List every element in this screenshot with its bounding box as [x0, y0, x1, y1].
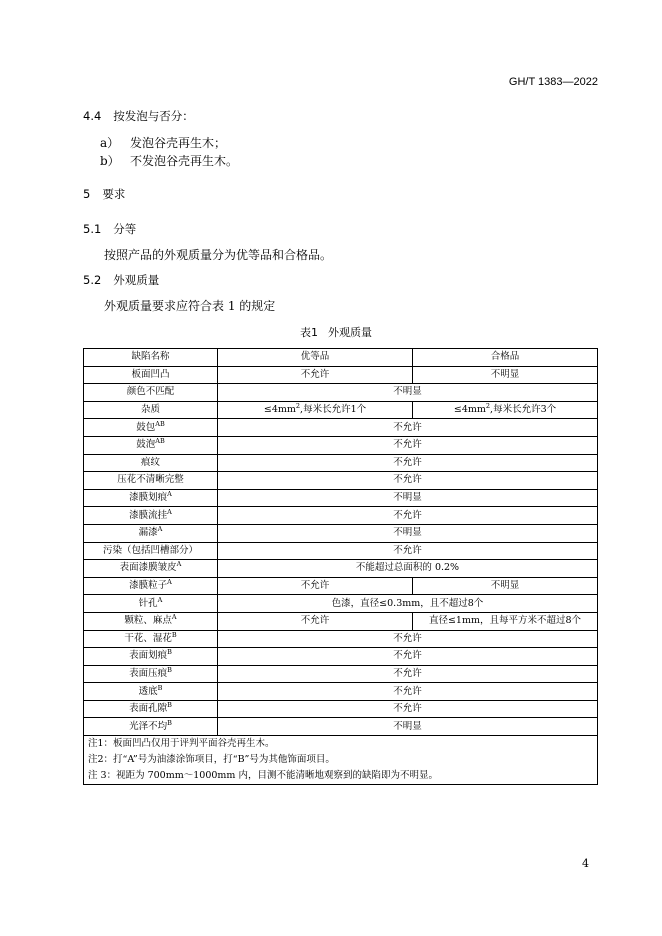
table-row	[84, 577, 598, 595]
defect-marker: B	[157, 683, 163, 692]
section-number: 4.4	[83, 109, 102, 123]
requirement-cell: 不允许	[218, 683, 598, 701]
defect-name-cell	[84, 454, 218, 472]
table-caption	[300, 324, 372, 340]
defect-marker: A	[171, 613, 177, 622]
defect-name-cell	[84, 524, 218, 542]
defect-marker: AB	[155, 419, 165, 428]
list-text: 发泡谷壳再生木；	[130, 136, 227, 150]
requirement-cell: 不允许	[218, 472, 598, 490]
table-row	[84, 683, 598, 701]
requirement-cell: 不允许	[218, 648, 598, 666]
table-row	[84, 507, 598, 525]
table-note: 注2：打“A”号为油漆涂饰项目，打“B”号为其他饰面项目。	[84, 752, 598, 768]
section-number: 5.1	[83, 222, 102, 236]
section-title: 按发泡与否分：	[113, 109, 194, 123]
section-5-2-heading	[83, 272, 159, 288]
section-title: 外观质量	[113, 273, 160, 287]
table-row	[84, 630, 598, 648]
defect-name-cell	[84, 595, 218, 613]
requirement-cell: 不允许	[218, 454, 598, 472]
defect-name-cell	[84, 630, 218, 648]
section-5-1-heading	[83, 221, 136, 237]
defect-name: 漏漆	[138, 527, 158, 539]
defect-name-cell	[84, 489, 218, 507]
table-header-row	[84, 349, 598, 367]
requirement-cell: 不允许	[218, 630, 598, 648]
requirement-cell: 不允许	[218, 542, 598, 560]
requirement-cell: 不允许	[218, 419, 598, 437]
defect-name: 痕纹	[140, 456, 160, 468]
list-item	[100, 152, 238, 169]
defect-name-cell	[84, 718, 218, 736]
table-row	[84, 718, 598, 736]
table-row	[84, 524, 598, 542]
table-row	[84, 401, 598, 419]
list-item	[100, 134, 226, 151]
list-text: 不发泡谷壳再生木。	[130, 154, 239, 168]
section-title: 要求	[102, 187, 126, 201]
defect-name: 鼓泡	[136, 439, 156, 451]
section-5-heading	[83, 186, 125, 202]
requirement-cell: 不允许	[218, 700, 598, 718]
defect-name: 表面划痕	[129, 650, 168, 662]
table-row	[84, 436, 598, 454]
defect-name-cell	[84, 436, 218, 454]
requirement-cell: 不能超过总面积的 0.2%	[218, 560, 598, 578]
table-note-row	[84, 736, 598, 753]
defect-name: 干花、湿花	[124, 632, 172, 644]
defect-name-cell	[84, 401, 218, 419]
requirement-cell: 不允许	[218, 436, 598, 454]
table-row	[84, 384, 598, 402]
defect-name-cell	[84, 366, 218, 384]
defect-name: 表面孔隙	[129, 703, 168, 715]
requirement-cell: 色漆，直径≤0.3mm，且不超过8个	[218, 595, 598, 613]
defect-name: 漆膜粒子	[129, 580, 168, 592]
table-row	[84, 366, 598, 384]
table-note-row	[84, 768, 598, 785]
defect-name: 针孔	[138, 597, 158, 609]
table-caption-title: 外观质量	[328, 326, 372, 339]
standard-code-header: GH/T 1383—2022	[508, 76, 598, 88]
appearance-quality-table	[83, 348, 598, 785]
column-header: 合格品	[413, 349, 598, 367]
table-row	[84, 665, 598, 683]
defect-marker: A	[157, 595, 163, 604]
defect-marker: B	[167, 718, 172, 727]
requirement-cell: 不允许	[218, 577, 413, 595]
defect-marker: A	[167, 578, 172, 587]
table-row	[84, 454, 598, 472]
requirement-cell: $\le 4mm^2$,每米长允许1个	[218, 401, 413, 419]
table-row	[84, 595, 598, 613]
defect-name: 颗粒、麻点	[124, 615, 172, 627]
defect-name: 漆膜流挂	[129, 509, 168, 521]
requirement-cell: 不明显	[218, 384, 598, 402]
defect-name-cell	[84, 648, 218, 666]
defect-name: 表面漆膜皱皮	[119, 562, 177, 574]
defect-name-cell	[84, 612, 218, 630]
defect-name-cell	[84, 507, 218, 525]
section-number: 5	[83, 187, 91, 201]
table-row	[84, 560, 598, 578]
defect-name-cell	[84, 472, 218, 490]
defect-name-cell	[84, 700, 218, 718]
requirement-cell: 不允许	[218, 665, 598, 683]
table-note: 注1：板面凹凸仅用于评判平面谷壳再生木。	[84, 736, 598, 753]
table-note: 注 3：视距为 700mm～1000mm 内，目测不能清晰地观察到的缺陷即为不明显。	[84, 768, 598, 785]
table-row	[84, 700, 598, 718]
defect-name-cell	[84, 665, 218, 683]
requirement-cell: 不明显	[413, 577, 598, 595]
defect-marker: AB	[155, 437, 165, 446]
defect-name: 污染（包括凹槽部分）	[102, 544, 198, 556]
column-header: 优等品	[218, 349, 413, 367]
requirement-cell: 不允许	[218, 507, 598, 525]
defect-name-cell	[84, 560, 218, 578]
defect-name-cell	[84, 419, 218, 437]
list-label: a）	[100, 136, 120, 150]
page-number: 4	[582, 857, 589, 870]
defect-name: 漆膜划痕	[129, 492, 168, 504]
table-row	[84, 419, 598, 437]
section-5-1-body: 按照产品的外观质量分为优等品和合格品。	[104, 248, 333, 262]
requirement-cell: 不明显	[413, 366, 598, 384]
defect-name: 光泽不均	[129, 720, 168, 732]
list-label: b）	[100, 154, 120, 168]
defect-name-cell	[84, 683, 218, 701]
table-row	[84, 489, 598, 507]
table-caption-number: 表1	[300, 326, 318, 339]
table-row	[84, 612, 598, 630]
requirement-cell: $\le 4mm^2$,每米长允许3个	[413, 401, 598, 419]
defect-marker: B	[171, 630, 177, 639]
defect-marker: A	[167, 490, 172, 499]
requirement-cell: 不允许	[218, 612, 413, 630]
defect-name: 颜色不匹配	[126, 386, 175, 398]
defect-marker: A	[176, 560, 182, 569]
defect-name-cell	[84, 577, 218, 595]
requirement-cell: 不明显	[218, 718, 598, 736]
column-header: 缺陷名称	[84, 349, 218, 367]
defect-name-cell	[84, 384, 218, 402]
requirement-cell: 直径≤1mm，且每平方米不超过8个	[413, 612, 598, 630]
table-row	[84, 542, 598, 560]
defect-name: 透底	[138, 685, 158, 697]
table-row	[84, 648, 598, 666]
defect-marker: B	[167, 701, 172, 710]
defect-marker: A	[167, 507, 172, 516]
defect-name: 表面压痕	[129, 667, 168, 679]
section-title: 分等	[113, 222, 137, 236]
defect-name: 压花不清晰完整	[117, 474, 184, 486]
defect-name: 鼓包	[136, 421, 156, 433]
requirement-cell: 不允许	[218, 366, 413, 384]
section-5-2-body: 外观质量要求应符合表 1 的规定	[104, 299, 276, 313]
defect-name: 板面凹凸	[131, 368, 170, 380]
defect-marker: A	[157, 525, 163, 534]
defect-name: 杂质	[140, 404, 160, 416]
defect-marker: B	[167, 648, 172, 657]
requirement-cell: 不明显	[218, 489, 598, 507]
defect-name-cell	[84, 542, 218, 560]
section-4-4-heading	[83, 108, 194, 124]
requirement-cell: 不明显	[218, 524, 598, 542]
table-note-row	[84, 752, 598, 768]
table-row	[84, 472, 598, 490]
section-number: 5.2	[83, 273, 102, 287]
defect-marker: B	[167, 665, 172, 674]
